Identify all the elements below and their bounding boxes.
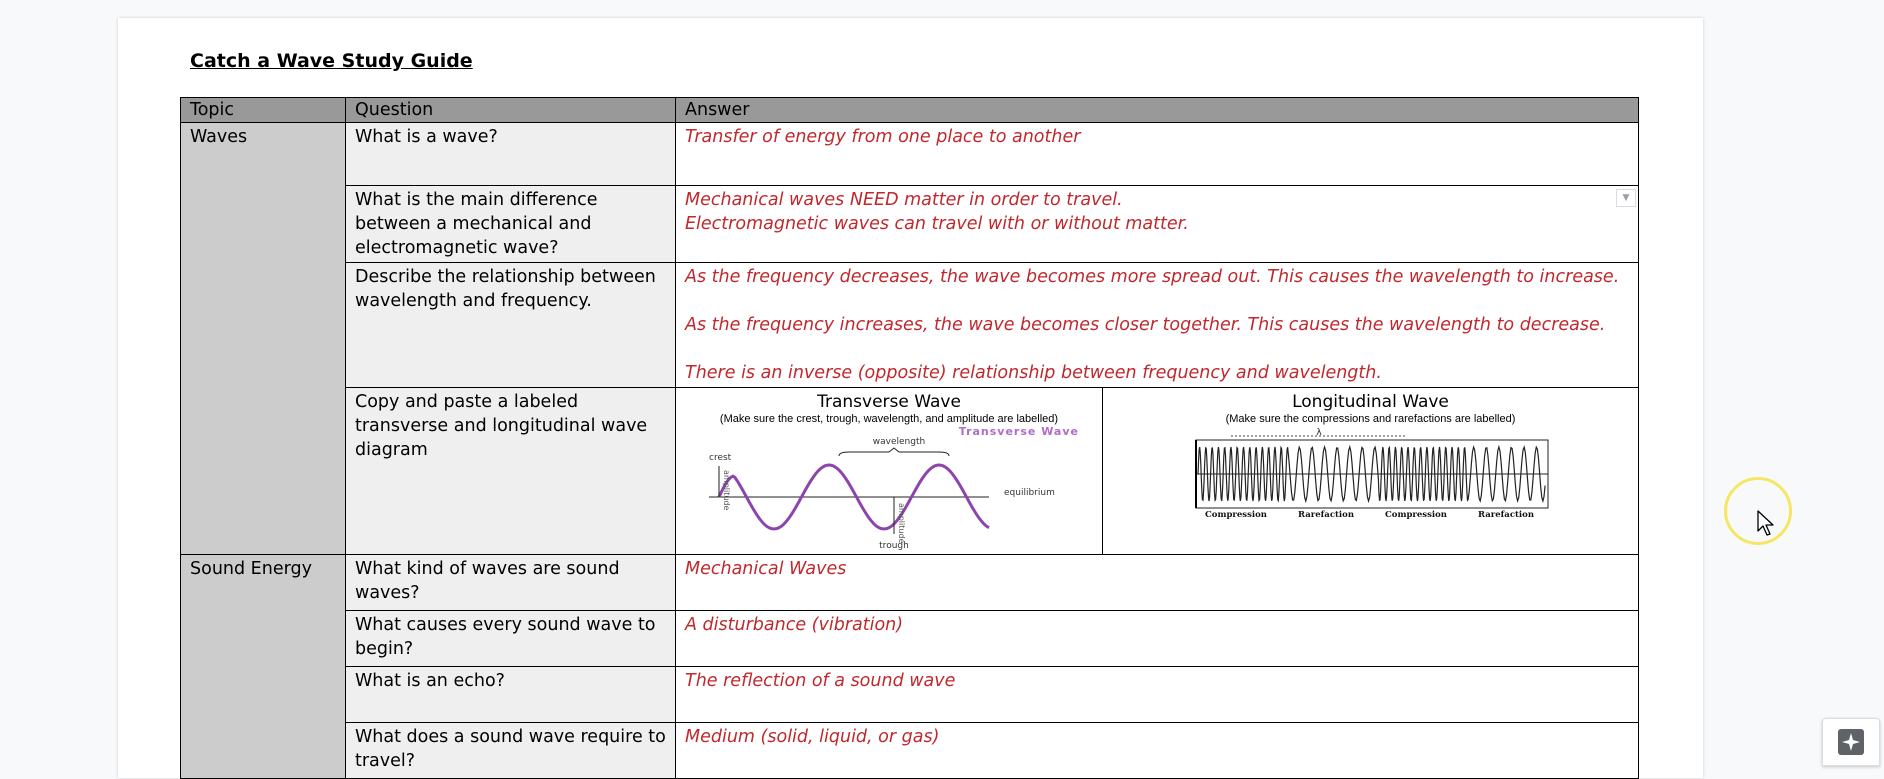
answer-line: Electromagnetic waves can travel with or without matter. <box>685 214 1189 234</box>
trough-label: trough <box>879 541 909 551</box>
answer-line <box>685 337 1629 361</box>
transverse-subtitle: (Make sure the crest, trough, wavelength, and amplitude are labelled) <box>719 413 1059 425</box>
answer-cell[interactable]: A disturbance (vibration) <box>676 611 1639 667</box>
transverse-image-heading: Transverse Wave <box>958 426 1079 438</box>
compression-label-1: Compression <box>1204 510 1267 520</box>
topic-waves[interactable]: Waves <box>181 123 346 555</box>
transverse-diagram-cell[interactable] <box>676 388 1103 555</box>
crest-label: crest <box>709 453 732 463</box>
question-cell[interactable]: What is the main difference between a mechanical and electromagnetic wave? <box>346 186 676 263</box>
amplitude-label-lower: amplitude <box>897 503 906 544</box>
table-row <box>181 186 1639 263</box>
header-answer[interactable]: Answer <box>676 98 1639 123</box>
question-cell[interactable]: Describe the relationship between wavelength and frequency. <box>346 263 676 388</box>
answer-line: As the frequency decreases, the wave becomes more spread out. This causes the wavelength to increase. <box>685 267 1620 287</box>
answer-cell[interactable]: The reflection of a sound wave <box>676 667 1639 723</box>
table-row <box>181 388 1639 555</box>
topic-sound-energy[interactable]: Sound Energy <box>181 555 346 779</box>
transverse-diagram <box>685 391 1093 551</box>
answer-cell[interactable] <box>676 123 1639 186</box>
document-title[interactable]: Catch a Wave Study Guide <box>190 50 473 72</box>
question-cell[interactable]: What does a sound wave require to travel? <box>346 723 676 779</box>
question-cell[interactable]: What is a wave? <box>346 123 676 186</box>
longitudinal-diagram <box>1112 391 1629 526</box>
answer-cell[interactable] <box>676 263 1639 388</box>
header-question[interactable]: Question <box>346 98 676 123</box>
amplitude-label: amplitude <box>722 470 731 511</box>
transverse-wave-image <box>689 426 1089 551</box>
table-row <box>181 611 1639 667</box>
mouse-pointer-icon <box>1757 510 1777 538</box>
explore-button[interactable] <box>1822 718 1880 766</box>
answer-cell[interactable]: Mechanical Waves <box>676 555 1639 611</box>
table-header-row <box>181 98 1639 123</box>
table-row <box>181 263 1639 388</box>
question-cell[interactable]: Copy and paste a labeled transverse and longitudinal wave diagram <box>346 388 676 555</box>
equilibrium-label: equilibrium <box>1004 488 1055 498</box>
question-cell[interactable]: What kind of waves are sound waves? <box>346 555 676 611</box>
chevron-down-icon[interactable]: ▼ <box>1616 189 1636 207</box>
longitudinal-subtitle: (Make sure the compressions and rarefactions are labelled) <box>1225 413 1516 425</box>
transverse-title: Transverse Wave <box>817 392 961 412</box>
answer-line: Transfer of energy from one place to another <box>685 127 1081 147</box>
compression-label-2: Compression <box>1384 510 1447 520</box>
answer-line: There is an inverse (opposite) relationship between frequency and wavelength. <box>685 363 1382 383</box>
table-row <box>181 723 1639 779</box>
header-topic[interactable]: Topic <box>181 98 346 123</box>
study-guide-table <box>180 97 1639 779</box>
lambda-label: λ <box>1315 428 1322 438</box>
table-row <box>181 123 1639 186</box>
explore-sparkle-icon <box>1838 729 1864 755</box>
question-cell[interactable]: What is an echo? <box>346 667 676 723</box>
rarefaction-label-1: Rarefaction <box>1297 510 1354 520</box>
answer-line: Mechanical waves NEED matter in order to travel. <box>685 190 1123 210</box>
answer-cell[interactable] <box>676 186 1639 263</box>
table-row <box>181 555 1639 611</box>
longitudinal-diagram-cell[interactable] <box>1103 388 1639 555</box>
answer-line: As the frequency increases, the wave becomes closer together. This causes the wavelength to decrease. <box>685 315 1606 335</box>
answer-line <box>685 289 1629 313</box>
answer-cell[interactable]: Medium (solid, liquid, or gas) <box>676 723 1639 779</box>
longitudinal-title: Longitudinal Wave <box>1292 392 1449 412</box>
longitudinal-wave-image <box>1186 426 1556 526</box>
table-row <box>181 667 1639 723</box>
rarefaction-label-2: Rarefaction <box>1477 510 1534 520</box>
wavelength-label: wavelength <box>872 437 926 447</box>
question-cell[interactable]: What causes every sound wave to begin? <box>346 611 676 667</box>
